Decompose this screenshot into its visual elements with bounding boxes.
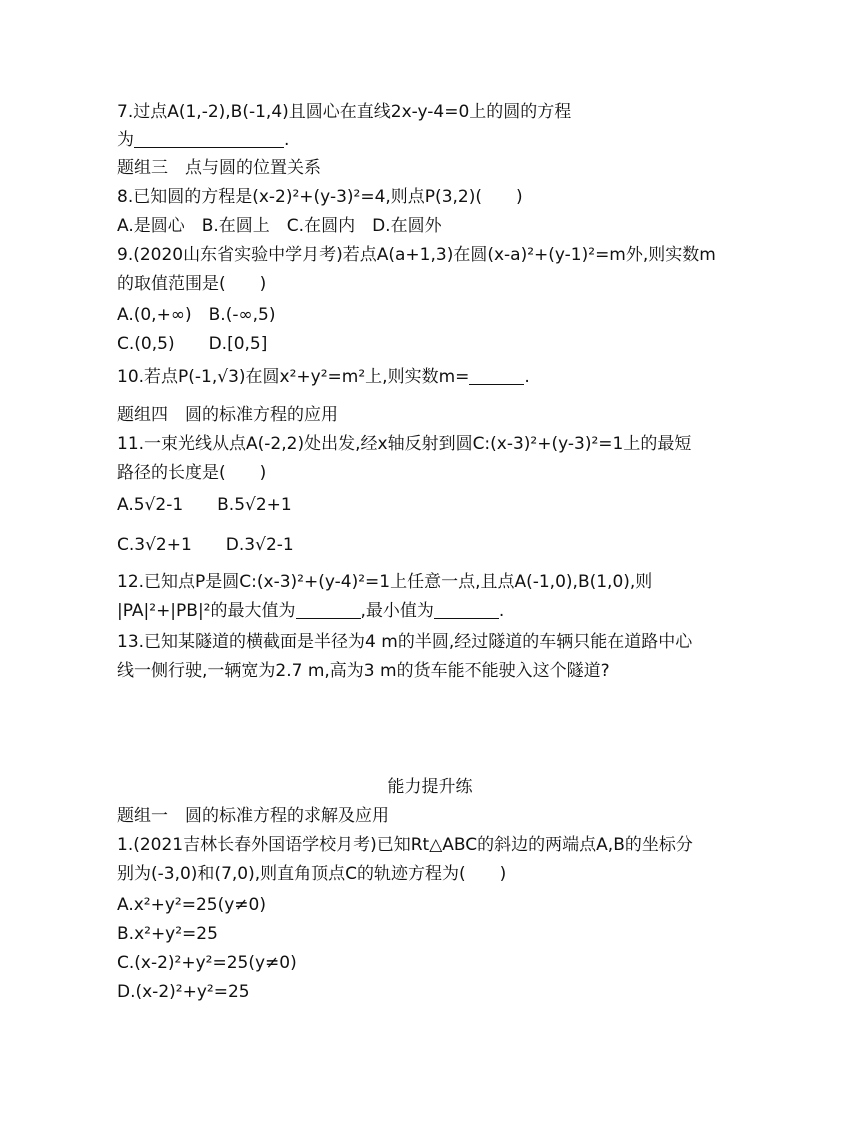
section-title-4 [117,403,338,427]
q9-options-ab [117,303,275,327]
line-text: 别为(-3,0)和(7,0),则直角顶点C的轨迹方程为( ) [117,864,507,884]
q9-options-cd [117,332,267,356]
line-text: |PA|²+|PB|²的最大值为 [117,601,296,621]
section-heading-ability [0,775,860,799]
q11-stem [117,432,691,456]
q1-option-c [117,951,297,975]
q13-stem [117,630,692,654]
line-text: D.(x-2)²+y²=25 [117,982,250,1002]
line-text: 10.若点P(-1,√3)在圆x²+y²=m²上,则实数m= [117,367,470,387]
q10-stem [117,365,530,389]
q9-stem-2 [117,272,266,296]
q8-stem [117,185,523,209]
line-text: 题组四 圆的标准方程的应用 [117,405,338,425]
line-text: A.x²+y²=25(y≠0) [117,895,266,915]
answer-blank[interactable] [296,600,361,619]
q13-stem-2 [117,659,610,683]
line-text: A.5√2-1 B.5√2+1 [117,495,292,515]
q1-stem [117,833,693,857]
answer-blank[interactable] [434,600,499,619]
line-text: 1.(2021吉林长春外国语学校月考)已知Rt△ABC的斜边的两端点A,B的坐标分 [117,835,693,855]
answer-blank[interactable] [134,129,284,148]
line-text: C.(0,5) D.[0,5] [117,334,268,354]
q1-stem-2 [117,862,506,886]
line-tail: . [284,130,290,150]
line-text: C.3√2+1 D.3√2-1 [117,535,294,555]
line-text: 7.过点A(1,-2),B(-1,4)且圆心在直线2x-y-4=0上的圆的方程 [117,102,572,122]
line-text: 为 [117,130,134,150]
line-text: 线一侧行驶,一辆宽为2.7 m,高为3 m的货车能不能驶入这个隧道? [117,661,610,681]
q8-options [117,214,442,238]
section-title-1 [117,804,389,828]
line-text: 11.一束光线从点A(-2,2)处出发,经x轴反射到圆C:(x-3)²+(y-3)²=1上的最短 [117,434,692,454]
q11-stem-2 [117,461,266,485]
line-tail: . [524,367,530,387]
q9-stem [117,243,716,267]
line-tail: . [498,601,505,621]
line-text: 的取值范围是( ) [117,274,267,294]
line-text: A.(0,+∞) B.(-∞,5) [117,305,276,325]
answer-blank[interactable] [469,366,524,385]
line-text: 题组一 圆的标准方程的求解及应用 [117,806,389,826]
line-text: 9.(2020山东省实验中学月考)若点A(a+1,3)在圆(x-a)²+(y-1)²=m外,则实数m [117,245,716,265]
line-text: 8.已知圆的方程是(x-2)²+(y-3)²=4,则点P(3,2)( ) [117,187,523,207]
line-text: 13.已知某隧道的横截面是半径为4 m的半圆,经过隧道的车辆只能在道路中心 [117,632,693,652]
q1-option-a [117,893,266,917]
q11-options-ab [117,493,292,517]
q7-line-1 [117,100,571,124]
line-text: 题组三 点与圆的位置关系 [117,158,321,178]
line-text: A.是圆心 B.在圆上 C.在圆内 D.在圆外 [117,216,442,236]
q12-stem-2 [117,599,504,623]
line-text: B.x²+y²=25 [117,924,218,944]
q7-line-2 [117,128,289,152]
line-text: 12.已知点P是圆C:(x-3)²+(y-4)²=1上任意一点,且点A(-1,0),B(1,0),则 [117,572,653,592]
line-text: 能力提升练 [387,777,473,797]
q1-option-d [117,980,250,1004]
q11-options-cd [117,533,294,557]
q1-option-b [117,922,218,946]
line-text: 路径的长度是( ) [117,463,267,483]
q12-stem [117,570,652,594]
line-text: C.(x-2)²+y²=25(y≠0) [117,953,297,973]
section-title-3 [117,156,321,180]
line-tail: ,最小值为 [360,601,434,621]
